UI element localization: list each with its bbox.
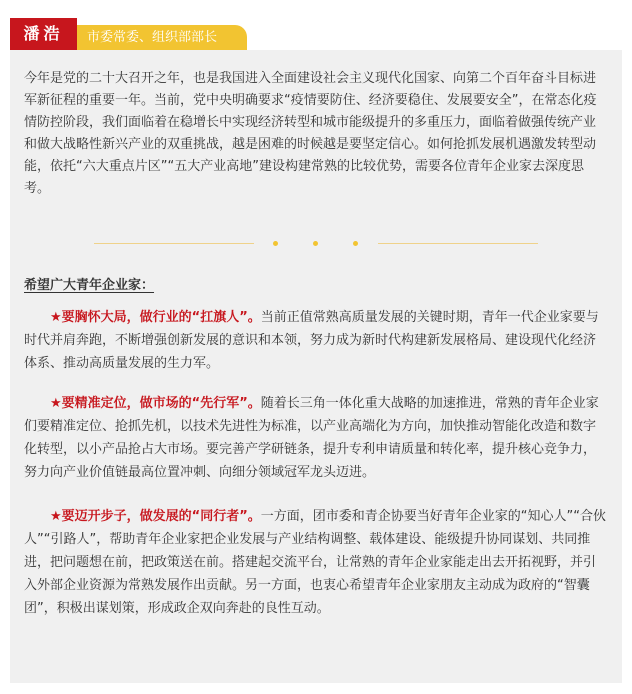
divider-dot bbox=[353, 241, 358, 246]
divider-line-right bbox=[378, 243, 538, 244]
point-lead: ★要胸怀大局，做行业的“扛旗人”。 bbox=[50, 310, 261, 325]
speaker-title: 市委常委、组织部部长 bbox=[77, 25, 247, 50]
divider-dot bbox=[273, 241, 278, 246]
point-lead: ★要迈开步子，做发展的“同行者”。 bbox=[50, 509, 261, 524]
point-lead: ★要精准定位，做市场的“先行军”。 bbox=[50, 396, 261, 411]
point-paragraph bbox=[24, 306, 608, 375]
point-body: 一方面，团市委和青企协要当好青年企业家的“知心人”“合伙人”“引路人”，帮助青年企业家把企业发展与产业结构调整、载体建设、能级提升协同谋划、共同推进，把问题想在前，把政策送在前。搭建起交流平台，让常熟的青年企业家能走出去开拓视野，并引入外部企业资源为常熟发展作出贡献。另一方面，也衷心希望青年企业家朋友主动成为政府的“智囊团”，积极出谋划策，形成政企双向奔赴的良性互动。 bbox=[24, 509, 606, 616]
point-paragraph bbox=[24, 505, 608, 620]
divider-line-left bbox=[94, 243, 254, 244]
point-body: 随着长三角一体化重大战略的加速推进，常熟的青年企业家们要精准定位、抢抓先机，以技术先进性为标准，以产业高端化为方向，加快推动智能化改造和数字化转型，以小产品抢占大市场。要完善产学研链条，提升专利申请质量和转化率，提升核心竞争力，努力向产业价值链最高位置冲刺、向细分领域冠军龙头迈进。 bbox=[24, 396, 599, 480]
section-subtitle: 希望广大青年企业家： bbox=[24, 278, 155, 293]
speaker-header bbox=[10, 18, 270, 50]
speech-card bbox=[10, 50, 622, 683]
point-paragraph bbox=[24, 392, 608, 484]
point-body: 当前正值常熟高质量发展的关键时期，青年一代企业家要与时代并肩奔跑，不断增强创新发展的意识和本领，努力成为新时代构建新发展格局、建设现代化经济体系、推动高质量发展的生力军。 bbox=[24, 310, 599, 371]
dotted-divider bbox=[94, 239, 538, 249]
divider-dot bbox=[313, 241, 318, 246]
intro-paragraph: 今年是党的二十大召开之年，也是我国进入全面建设社会主义现代化国家、向第二个百年奋斗目标进军新征程的重要一年。当前，党中央明确要求“疫情要防住、经济要稳住、发展要安全”，在常态化疫情防控阶段，我们面临着在稳增长中实现经济转型和城市能级提升的多重压力，面临着做强传统产业和做大战略性新兴产业的双重挑战，越是困难的时候越是要坚定信心。如何抢抓发展机遇激发转型动能，依托“六大重点片区”“五大产业高地”建设构建常熟的比较优势，需要各位青年企业家去深度思考。 bbox=[24, 71, 597, 196]
speaker-name: 潘浩 bbox=[10, 18, 77, 50]
